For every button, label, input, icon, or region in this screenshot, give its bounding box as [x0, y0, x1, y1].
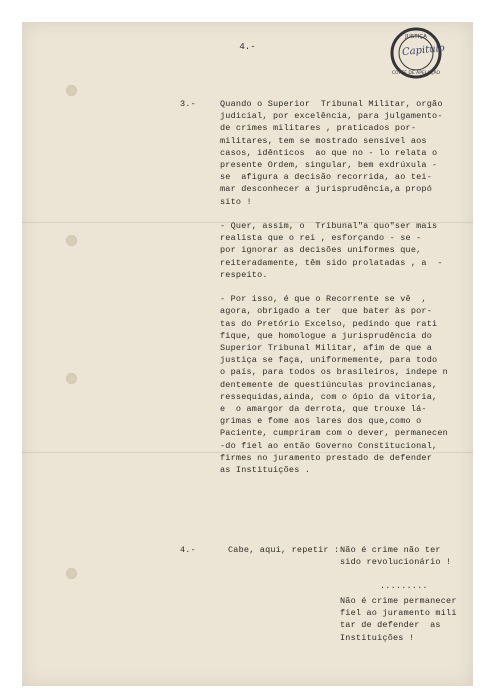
text-line: fique, que homologue a jurisprudência do — [220, 330, 433, 341]
text-line: ressequidas,ainda, com o ópio da vitoria, — [220, 391, 438, 402]
punch-hole — [67, 86, 76, 95]
punch-hole — [67, 374, 76, 383]
text-line: Não é crime não ter — [340, 545, 441, 555]
text-line: agora, obrigado a ter que bater às por- — [220, 306, 433, 317]
punch-hole — [67, 236, 76, 245]
text-line: se afigura a decisão recorrida, ao tei- — [220, 172, 433, 183]
text-line: fiel ao juramento mili — [340, 608, 457, 619]
document-page — [22, 22, 473, 686]
text-line: grimas e fome aos lares dos que,como o — [220, 416, 422, 427]
text-line: mar desconhecer a jurisprudência,a propó — [220, 184, 433, 195]
svg-text:JUSTIÇA: JUSTIÇA — [405, 34, 427, 40]
text-line: por ignorar as decisões uniformes que, — [220, 245, 422, 256]
text-line: Quando o Superior Tribunal Militar, orgão — [220, 99, 443, 109]
stamp-signature: Capitulo — [401, 42, 446, 59]
text-line: - Quer, assim, o Tribunal"a quo"ser mais — [220, 221, 438, 231]
text-line: presente Ordem, singular, bem exdrúxula - — [220, 160, 438, 170]
text-line: militares, tem se mostrado sensível aos — [220, 135, 427, 146]
text-line: respeito. — [220, 269, 268, 280]
text-line: as Instituições . — [220, 465, 311, 475]
text-line: tas do Pretório Excelso, pedindo que rati — [220, 318, 438, 329]
text-line: tar de defender as — [340, 620, 441, 631]
section-4-marker: 4.- — [180, 545, 196, 555]
ellipsis-separator: ......... — [380, 581, 428, 591]
text-line: dentemente de questiúnculas provincianas, — [220, 379, 438, 390]
text-line: Paciente, cumpriram com o dever, permanecen — [220, 428, 448, 439]
text-line: realista que o rei , esforçando - se - — [220, 233, 422, 244]
text-line: Não é crime permanecer — [340, 596, 457, 606]
text-line: o país, para todos os brasileiros, indepe n — [220, 367, 448, 378]
text-line: sido revolucionário ! — [340, 557, 452, 568]
text-line: reiteradamente, têm sido prolatadas , a - — [220, 257, 443, 268]
svg-text:CORTE DE APELAÇÃO: CORTE DE APELAÇÃO — [391, 71, 441, 76]
text-line: - Por isso, é que o Recorrente se vê , — [220, 294, 427, 305]
text-line: e o amargor da derrota, que trouxe lá- — [220, 404, 427, 414]
text-line: Instituições ! — [340, 632, 415, 643]
page-number: 4.- — [239, 42, 256, 52]
text-line: firmes no juramento prestado de defender — [220, 452, 433, 463]
text-line: Superior Tribunal Militar, afim de que a — [220, 343, 433, 353]
section-4-lead: Cabe, aqui, repetir : — [228, 545, 340, 555]
section-3-marker: 3.- — [180, 99, 196, 109]
punch-hole — [67, 569, 76, 578]
text-line: justiça se faça, uniformemente, para todo — [220, 355, 438, 366]
text-line: de crimes militares , praticados por- — [220, 123, 417, 134]
text-line: sito ! — [220, 196, 252, 207]
text-line: -do fiel ao então Governo Constitucional, — [220, 440, 438, 451]
text-line: casos, idênticos ao que no - lo relata o — [220, 147, 438, 158]
text-line: judicial, por excelência, para julgamento- — [220, 111, 443, 122]
